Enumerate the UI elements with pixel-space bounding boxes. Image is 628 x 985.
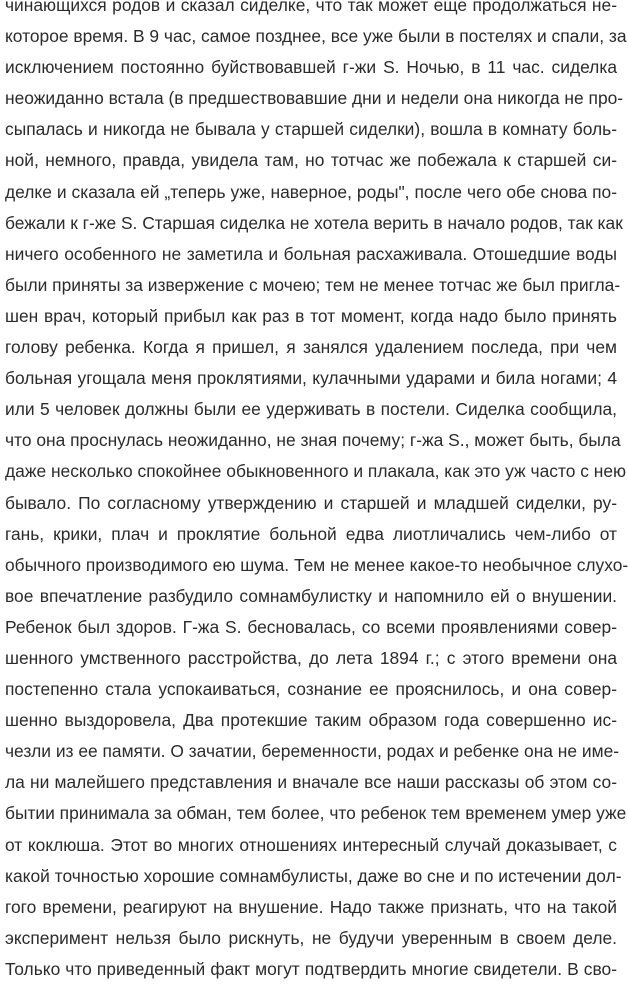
- text-line: были приняты за извержение с мочею; тем не менее тотчас же был пригла-: [5, 274, 621, 295]
- text-line: эксперимент нельзя было рискнуть, не будучи уверенным в своем деле.: [5, 927, 617, 948]
- text-line: неожиданно встала (в предшествовавшие дни и недели она никогда не про-: [5, 88, 624, 109]
- text-line: гань, крики, плач и проклятие больной едва лиотличались чем-либо от: [5, 523, 617, 544]
- text-line: шен врач, который прибыл как раз в тот момент, когда надо было принять: [5, 305, 617, 326]
- text-line: Только что приведенный факт могут подтвердить многие свидетели. В сво-: [5, 958, 617, 979]
- text-line: постепенно стала успокаиваться, сознание ее прояснилось, и она совер-: [5, 679, 617, 700]
- text-line: или 5 человек должны были ее удерживать в постели. Сиделка сообщила,: [5, 399, 617, 420]
- text-line: ла ни малейшего представления и вначале все наши рассказы об этом со-: [5, 772, 617, 793]
- text-line: голову ребенка. Когда я пришел, я занялся удалением последа, при чем: [5, 337, 617, 358]
- text-line: чинающихся родов и сказал сиделке, что так может еще продолжаться не-: [5, 0, 617, 15]
- text-line: даже несколько спокойнее обыкновенного и плакала, как это уж часто с нею: [5, 461, 627, 482]
- text-line: шенного умственного расстройства, до лета 1894 г.; с этого времени она: [5, 647, 617, 668]
- text-line: какой точностью хорошие сомнамбулисты, даже во сне и по истечении дол-: [5, 865, 622, 886]
- text-line: которое время. В 9 час, самое позднее, все уже были в постелях и спали, за: [5, 26, 627, 47]
- text-line: ной, немного, правда, увидела там, но тотчас же побежала к старшей си-: [5, 150, 617, 171]
- text-line: делке и сказала ей „теперь уже, наверное, роды", после чего обе снова по-: [5, 181, 617, 202]
- text-line: сыпалась и никогда не бывала у старшей сиделки), вошла в комнату боль-: [5, 119, 617, 140]
- text-line: шенно выздоровела, Два протекшие таким образом года совершенно ис-: [5, 710, 617, 731]
- text-line: бывало. По согласному утверждению и старшей и младшей сиделки, ру-: [5, 492, 617, 513]
- text-line: чезли из ее памяти. О зачатии, беременности, родах и ребенке она не име-: [5, 741, 620, 762]
- text-line: больная угощала меня проклятиями, кулачными ударами и била ногами; 4: [5, 368, 617, 389]
- text-line: вое впечатление разбудило сомнамбулистку и напомнило ей о внушении.: [5, 585, 617, 606]
- text-line: что она проснулась неожиданно, не зная почему; г-жа S., может быть, была: [5, 430, 621, 451]
- text-line: от коклюша. Этот во многих отношениях интересный случай доказывает, с: [5, 834, 617, 855]
- text-line: бытии принимала за обман, тем более, что ребенок тем временем умер уже: [5, 803, 627, 824]
- text-line: обычного производимого ею шума. Тем не менее какое-то необычное слухо-: [5, 554, 628, 575]
- body-text: [5, 0, 628, 985]
- text-line: исключением постоянно буйствовавшей г-жи S. Ночью, в 11 час. сиделка: [5, 57, 617, 78]
- text-line: гого времени, реагируют на внушение. Надо также признать, что на такой: [5, 896, 617, 917]
- text-line: ничего особенного не заметила и больная расхаживала. Отошедшие воды: [5, 243, 617, 264]
- text-line: Ребенок был здоров. Г-жа S. бесновалась, со всеми проявлениями совер-: [5, 616, 617, 637]
- text-line: бежали к г-же S. Старшая сиделка не хотела верить в начало родов, так как: [5, 212, 623, 233]
